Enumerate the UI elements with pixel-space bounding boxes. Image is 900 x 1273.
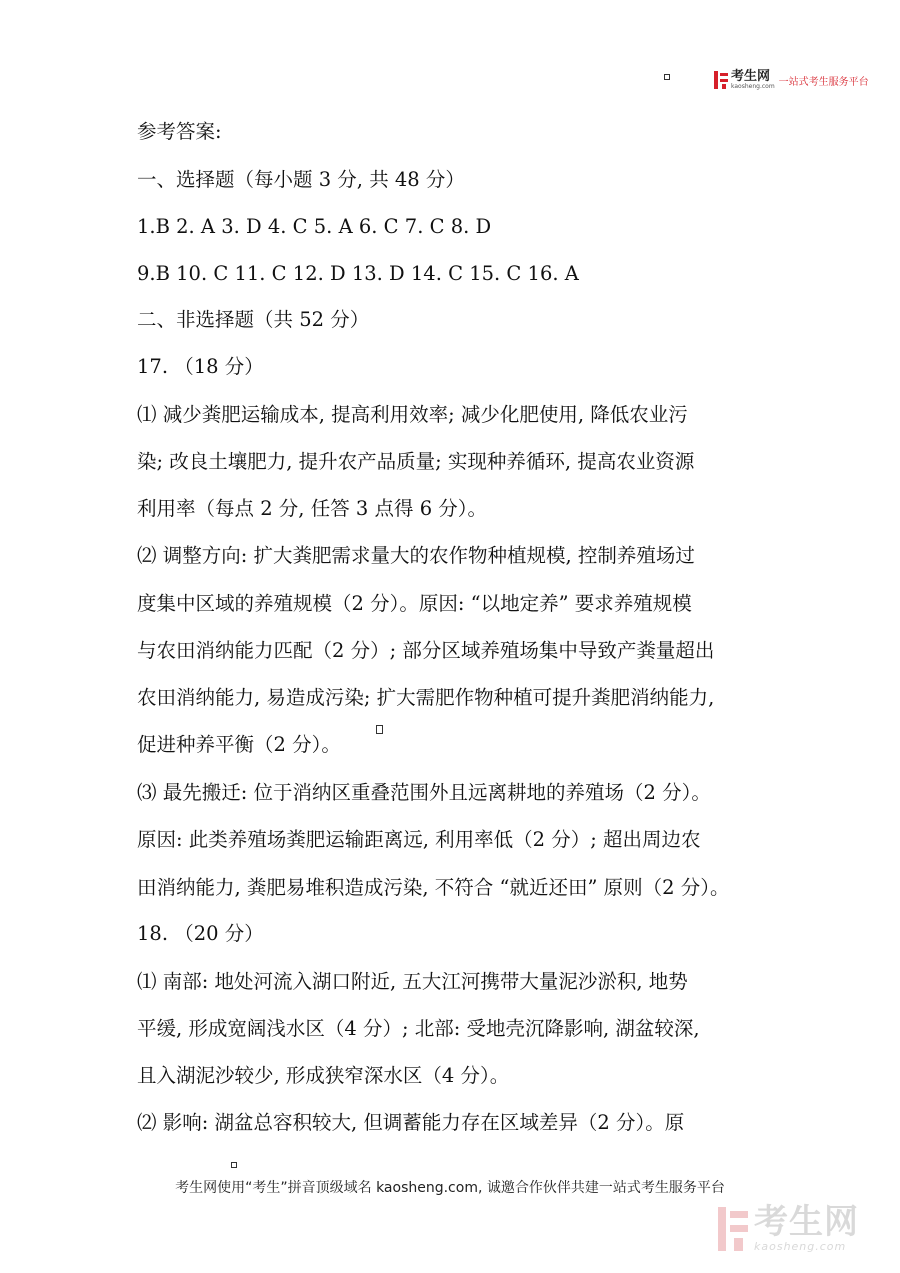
square-glyph-icon <box>664 74 670 80</box>
answer-line: ⑵ 调整方向: 扩大粪肥需求量大的农作物种植规模, 控制养殖场过 <box>137 544 695 567</box>
question-number: 18. （20 分） <box>137 922 264 945</box>
answer-line: 与农田消纳能力匹配（2 分）; 部分区域养殖场集中导致产粪量超出 <box>137 639 715 662</box>
section-heading: 一、选择题（每小题 3 分, 共 48 分） <box>137 168 465 191</box>
question-number: 17. （18 分） <box>137 355 264 378</box>
section-heading: 二、非选择题（共 52 分） <box>137 308 370 331</box>
watermark-logo <box>718 1202 859 1253</box>
answer-line: ⑶ 最先搬迁: 位于消纳区重叠范围外且远离耕地的养殖场（2 分）。 <box>137 781 711 804</box>
answer-line: 原因: 此类养殖场粪肥运输距离远, 利用率低（2 分）; 超出周边农 <box>137 828 701 851</box>
logo-domain: kaosheng.com <box>731 83 775 90</box>
logo-name: 考生网 <box>731 69 771 84</box>
watermark-name: 考生网 <box>754 1202 859 1242</box>
footer-text: 考生网使用“考生”拼音顶级域名 kaosheng.com, 诚邀合作伙伴共建一站式考生服务平台 <box>175 1180 725 1196</box>
answer-line: 田消纳能力, 粪肥易堆积造成污染, 不符合 “就近还田” 原则（2 分）。 <box>137 876 730 899</box>
kaosheng-watermark-icon <box>718 1207 748 1251</box>
answer-title: 参考答案: <box>137 120 222 143</box>
answer-line: ⑴ 减少粪肥运输成本, 提高利用效率; 减少化肥使用, 降低农业污 <box>137 403 688 426</box>
answer-line: 染; 改良土壤肥力, 提升农产品质量; 实现种养循环, 提高农业资源 <box>137 450 695 473</box>
answer-line: 9.B 10. C 11. C 12. D 13. D 14. C 15. C 16. A <box>137 262 579 285</box>
answer-line: ⑴ 南部: 地处河流入湖口附近, 五大江河携带大量泥沙淤积, 地势 <box>137 970 688 993</box>
header-logo <box>714 70 869 90</box>
answer-line: 1.B 2. A 3. D 4. C 5. A 6. C 7. C 8. D <box>137 215 492 238</box>
logo-slogan: 一站式考生服务平台 <box>778 76 869 88</box>
answer-line: 平缓, 形成宽阔浅水区（4 分）; 北部: 受地壳沉降影响, 湖盆较深, <box>137 1017 700 1040</box>
answer-line: 促进种养平衡（2 分）。 <box>137 733 341 756</box>
answer-line: 利用率（每点 2 分, 任答 3 点得 6 分）。 <box>137 497 488 520</box>
answer-line: 农田消纳能力, 易造成污染; 扩大需肥作物种植可提升粪肥消纳能力, <box>137 686 715 709</box>
square-glyph-icon <box>231 1162 237 1168</box>
square-glyph-icon <box>376 725 383 734</box>
answer-line: ⑵ 影响: 湖盆总容积较大, 但调蓄能力存在区域差异（2 分）。原 <box>137 1111 685 1134</box>
answer-line: 且入湖泥沙较少, 形成狭窄深水区（4 分）。 <box>137 1064 510 1087</box>
kaosheng-logo-icon <box>714 71 728 89</box>
answer-line: 度集中区域的养殖规模（2 分）。原因: “以地定养” 要求养殖规模 <box>137 592 692 615</box>
watermark-domain: kaosheng.com <box>754 1240 847 1253</box>
